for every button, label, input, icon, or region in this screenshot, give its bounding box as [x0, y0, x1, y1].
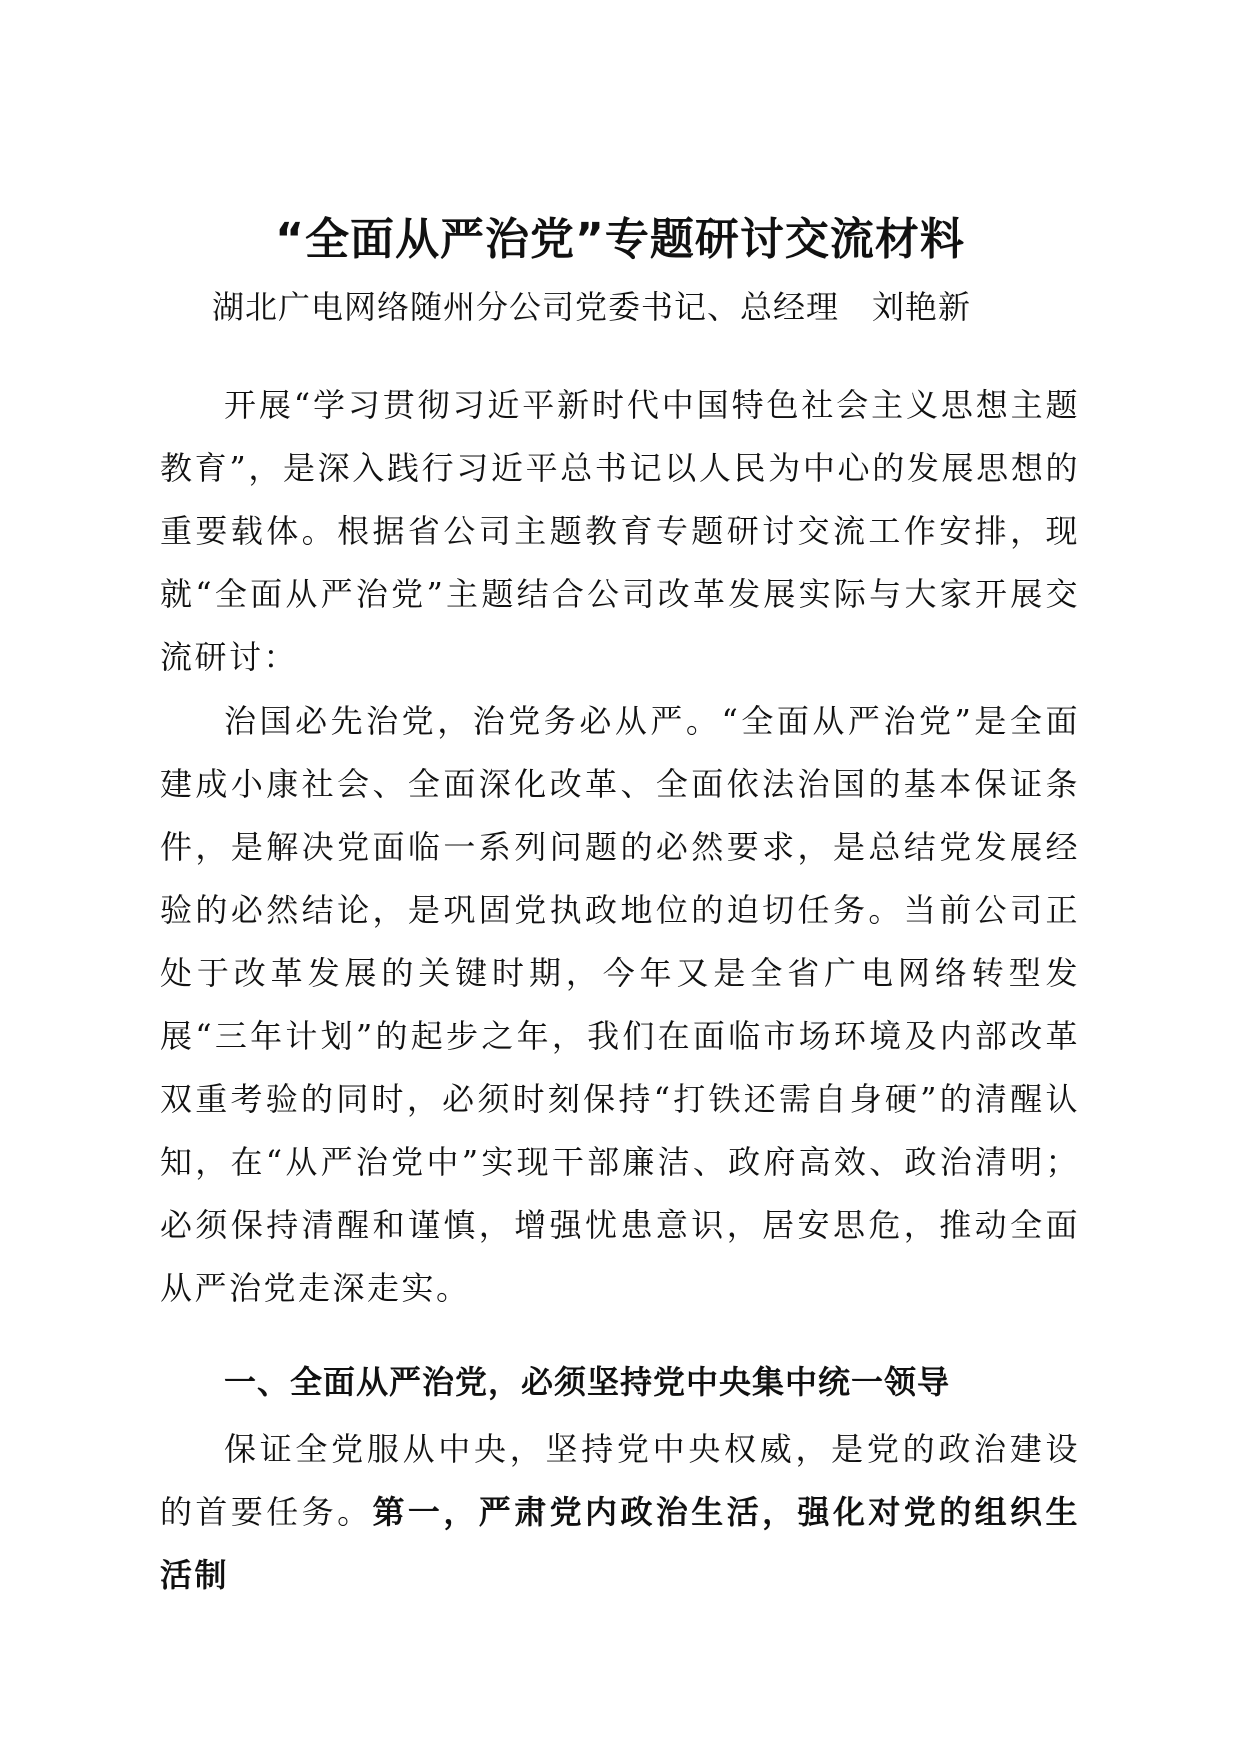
section-paragraph-text: 保证全党服从中央，坚持党中央权威，是党的政治建设的首要任务。 [160, 1430, 1080, 1531]
section-heading: 一、全面从严治党，必须坚持党中央集中统一领导 [224, 1363, 951, 1401]
section-paragraph [160, 1418, 1080, 1607]
document-title: “全面从严治党”专题研讨交流材料 [275, 214, 965, 265]
section-paragraph-bold-text: 第一，严肃党内政治生活，强化对党的组织生活制 [160, 1493, 1080, 1594]
paragraph-background: 治国必先治党，治党务必从严。“全面从严治党”是全面建成小康社会、全面深化改革、全面依法治国的基本保证条件，是解决党面临一系列问题的必然要求，是总结党发展经验的必然结论，是巩固党执政地位的迫切任务。当前公司正处于改革发展的关键时期，今年又是全省广电网络转型发展“三年计划”的起步之年，我们在面临市场环境及内部改革双重考验的同时，必须时刻保持“打铁还需自身硬”的清醒认知，在“从严治党中”实现干部廉洁、政府高效、政治清明；必须保持清醒和谨慎，增强忧患意识，居安思危，推动全面从严治党走深走实。 [160, 702, 1080, 1307]
author-line: 湖北广电网络随州分公司党委书记、总经理 刘艳新 [212, 288, 972, 326]
paragraph-intro: 开展“学习贯彻习近平新时代中国特色社会主义思想主题教育”，是深入践行习近平总书记以人民为中心的发展思想的重要载体。根据省公司主题教育专题研讨交流工作安排，现就“全面从严治党”主题结合公司改革发展实际与大家开展交流研讨： [160, 386, 1080, 676]
